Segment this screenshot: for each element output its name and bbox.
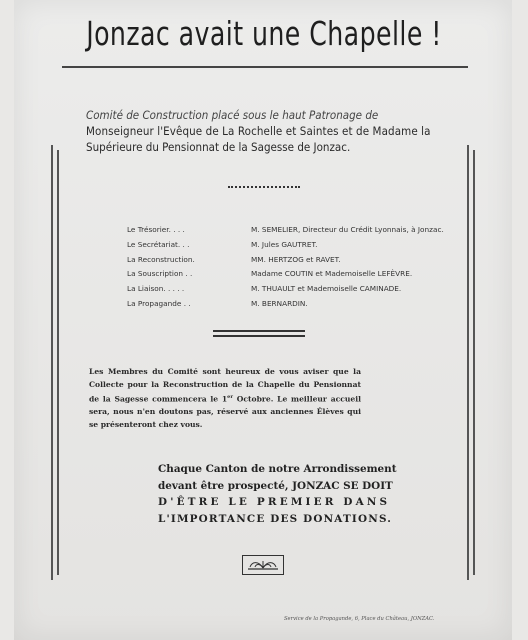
footer-address: Service de la Propagande, 6, Place du Château, JONZAC. xyxy=(284,616,435,622)
role-label: La Liaison. . . . . xyxy=(127,284,185,294)
role-row xyxy=(127,282,447,297)
committee-line-3: Supérieure du Pensionnat de la Sagesse de Jonzac. xyxy=(86,140,351,154)
role-label: La Souscription . . xyxy=(127,269,193,279)
role-row xyxy=(127,253,447,268)
ornament-icon-graphic xyxy=(246,558,280,572)
role-row xyxy=(127,297,447,312)
committee-patronage xyxy=(86,107,446,155)
ornament-icon xyxy=(242,555,284,575)
appeal-line-2: devant être prospecté, JONZAC SE DOIT xyxy=(158,479,393,492)
role-name: MM. HERTZOG et RAVET. xyxy=(251,254,341,264)
role-name: Madame COUTIN et Mademoiselle LEFÈVRE. xyxy=(251,269,413,279)
members-superscript: er xyxy=(227,394,233,401)
role-name: M. Jules GAUTRET. xyxy=(251,239,318,249)
role-label: La Reconstruction. xyxy=(127,254,195,264)
members-text-part-2: Octobre. Le meilleur accueil sera, nous n'en doutons pas, réservé aux anciennes Élèves qui se présenteront chez vous. xyxy=(89,394,361,429)
role-row xyxy=(127,223,447,238)
appeal-line-4: L'IMPORTANCE DES DONATIONS. xyxy=(158,512,393,525)
double-rule-bottom xyxy=(213,335,305,337)
left-border-line-outer xyxy=(51,145,53,580)
title-underline xyxy=(62,66,468,68)
donation-appeal xyxy=(158,461,444,527)
double-rule-top xyxy=(213,330,305,332)
paper-sheet xyxy=(14,0,512,640)
role-name: M. SEMELIER, Directeur du Crédit Lyonnais, à Jonzac. xyxy=(251,225,444,234)
appeal-line-3: D'ÊTRE LE PREMIER DANS xyxy=(158,496,391,508)
role-name: M. THUAULT et Mademoiselle CAMINADE. xyxy=(251,284,402,294)
right-border-line-outer xyxy=(473,150,475,575)
role-name: M. BERNARDIN. xyxy=(251,298,308,308)
dotted-separator xyxy=(228,186,300,188)
role-row xyxy=(127,238,447,253)
committee-line-1: Comité de Construction placé sous le haut Patronage de xyxy=(86,108,379,122)
page-title: Jonzac avait une Chapelle ! xyxy=(86,14,442,53)
appeal-line-1: Chaque Canton de notre Arrondissement xyxy=(158,463,397,475)
right-border-line-inner xyxy=(467,145,469,580)
members-notice xyxy=(89,366,361,432)
role-label: La Propagande . . xyxy=(127,298,191,308)
left-border-line-inner xyxy=(57,150,59,575)
committee-roles-list xyxy=(127,223,447,312)
members-text-part-1: Les Membres du Comité sont heureux de vous aviser que la Collecte pour la Reconstruction de la Chapelle du Pensionnat de la Sagesse commencera le 1 xyxy=(89,367,361,404)
committee-line-2: Monseigneur l'Evêque de La Rochelle et Saintes et de Madame la xyxy=(86,124,431,138)
role-label: Le Secrétariat. . . xyxy=(127,239,190,249)
role-row xyxy=(127,267,447,282)
role-label: Le Trésorier. . . . xyxy=(127,225,185,234)
